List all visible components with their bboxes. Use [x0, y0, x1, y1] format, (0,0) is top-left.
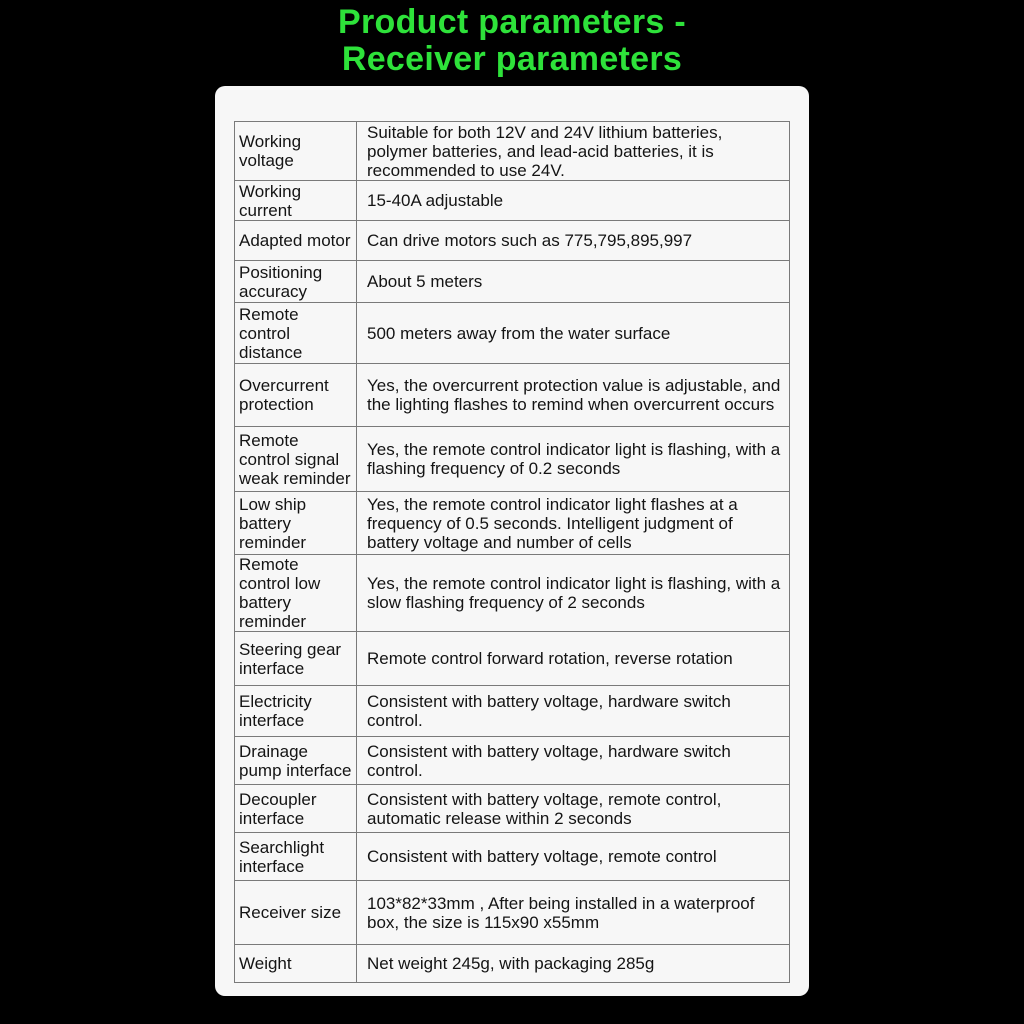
table-row — [235, 785, 790, 833]
table-row — [235, 945, 790, 983]
param-value: 500 meters away from the water surface — [357, 303, 790, 364]
param-name: Low ship battery reminder — [235, 492, 357, 555]
param-name: Remote control low battery reminder — [235, 555, 357, 632]
param-value: About 5 meters — [357, 261, 790, 303]
param-name: Electricity interface — [235, 686, 357, 737]
param-value: Suitable for both 12V and 24V lithium batteries, polymer batteries, and lead-acid batteries, it is recommended to use 24V. — [357, 122, 790, 181]
param-value: Consistent with battery voltage, remote control — [357, 833, 790, 881]
table-row — [235, 261, 790, 303]
table-row — [235, 364, 790, 427]
table-row — [235, 492, 790, 555]
param-name: Overcurrent protection — [235, 364, 357, 427]
param-name: Working current — [235, 181, 357, 221]
param-value: 103*82*33mm , After being installed in a waterproof box, the size is 115x90 x55mm — [357, 881, 790, 945]
param-name: Steering gear interface — [235, 632, 357, 686]
title-line-1: Product parameters - — [338, 3, 686, 41]
title-line-2: Receiver parameters — [341, 40, 683, 78]
table-row — [235, 833, 790, 881]
param-name: Remote control distance — [235, 303, 357, 364]
table-row — [235, 122, 790, 181]
param-name: Adapted motor — [235, 221, 357, 261]
param-value: Remote control forward rotation, reverse rotation — [357, 632, 790, 686]
param-name: Remote control signal weak reminder — [235, 427, 357, 492]
param-value: Can drive motors such as 775,795,895,997 — [357, 221, 790, 261]
param-value: 15-40A adjustable — [357, 181, 790, 221]
param-name: Weight — [235, 945, 357, 983]
param-value: Yes, the remote control indicator light flashes at a frequency of 0.5 seconds. Intelligent judgment of battery voltage and number of cells — [357, 492, 790, 555]
table-row — [235, 686, 790, 737]
param-name: Working voltage — [235, 122, 357, 181]
param-value: Net weight 245g, with packaging 285g — [357, 945, 790, 983]
param-name: Receiver size — [235, 881, 357, 945]
param-value: Consistent with battery voltage, remote control, automatic release within 2 seconds — [357, 785, 790, 833]
parameters-card — [215, 86, 809, 996]
table-row — [235, 737, 790, 785]
param-name: Searchlight interface — [235, 833, 357, 881]
param-value: Yes, the remote control indicator light is flashing, with a slow flashing frequency of 2 seconds — [357, 555, 790, 632]
table-row — [235, 303, 790, 364]
table-row — [235, 881, 790, 945]
param-name: Drainage pump interface — [235, 737, 357, 785]
parameters-table — [234, 121, 790, 983]
table-row — [235, 427, 790, 492]
table-row — [235, 632, 790, 686]
table-row — [235, 181, 790, 221]
param-name: Positioning accuracy — [235, 261, 357, 303]
page-title — [0, 4, 1024, 78]
param-name: Decoupler interface — [235, 785, 357, 833]
param-value: Yes, the overcurrent protection value is adjustable, and the lighting flashes to remind when overcurrent occurs — [357, 364, 790, 427]
param-value: Yes, the remote control indicator light is flashing, with a flashing frequency of 0.2 seconds — [357, 427, 790, 492]
table-row — [235, 221, 790, 261]
param-value: Consistent with battery voltage, hardware switch control. — [357, 737, 790, 785]
table-row — [235, 555, 790, 632]
param-value: Consistent with battery voltage, hardware switch control. — [357, 686, 790, 737]
